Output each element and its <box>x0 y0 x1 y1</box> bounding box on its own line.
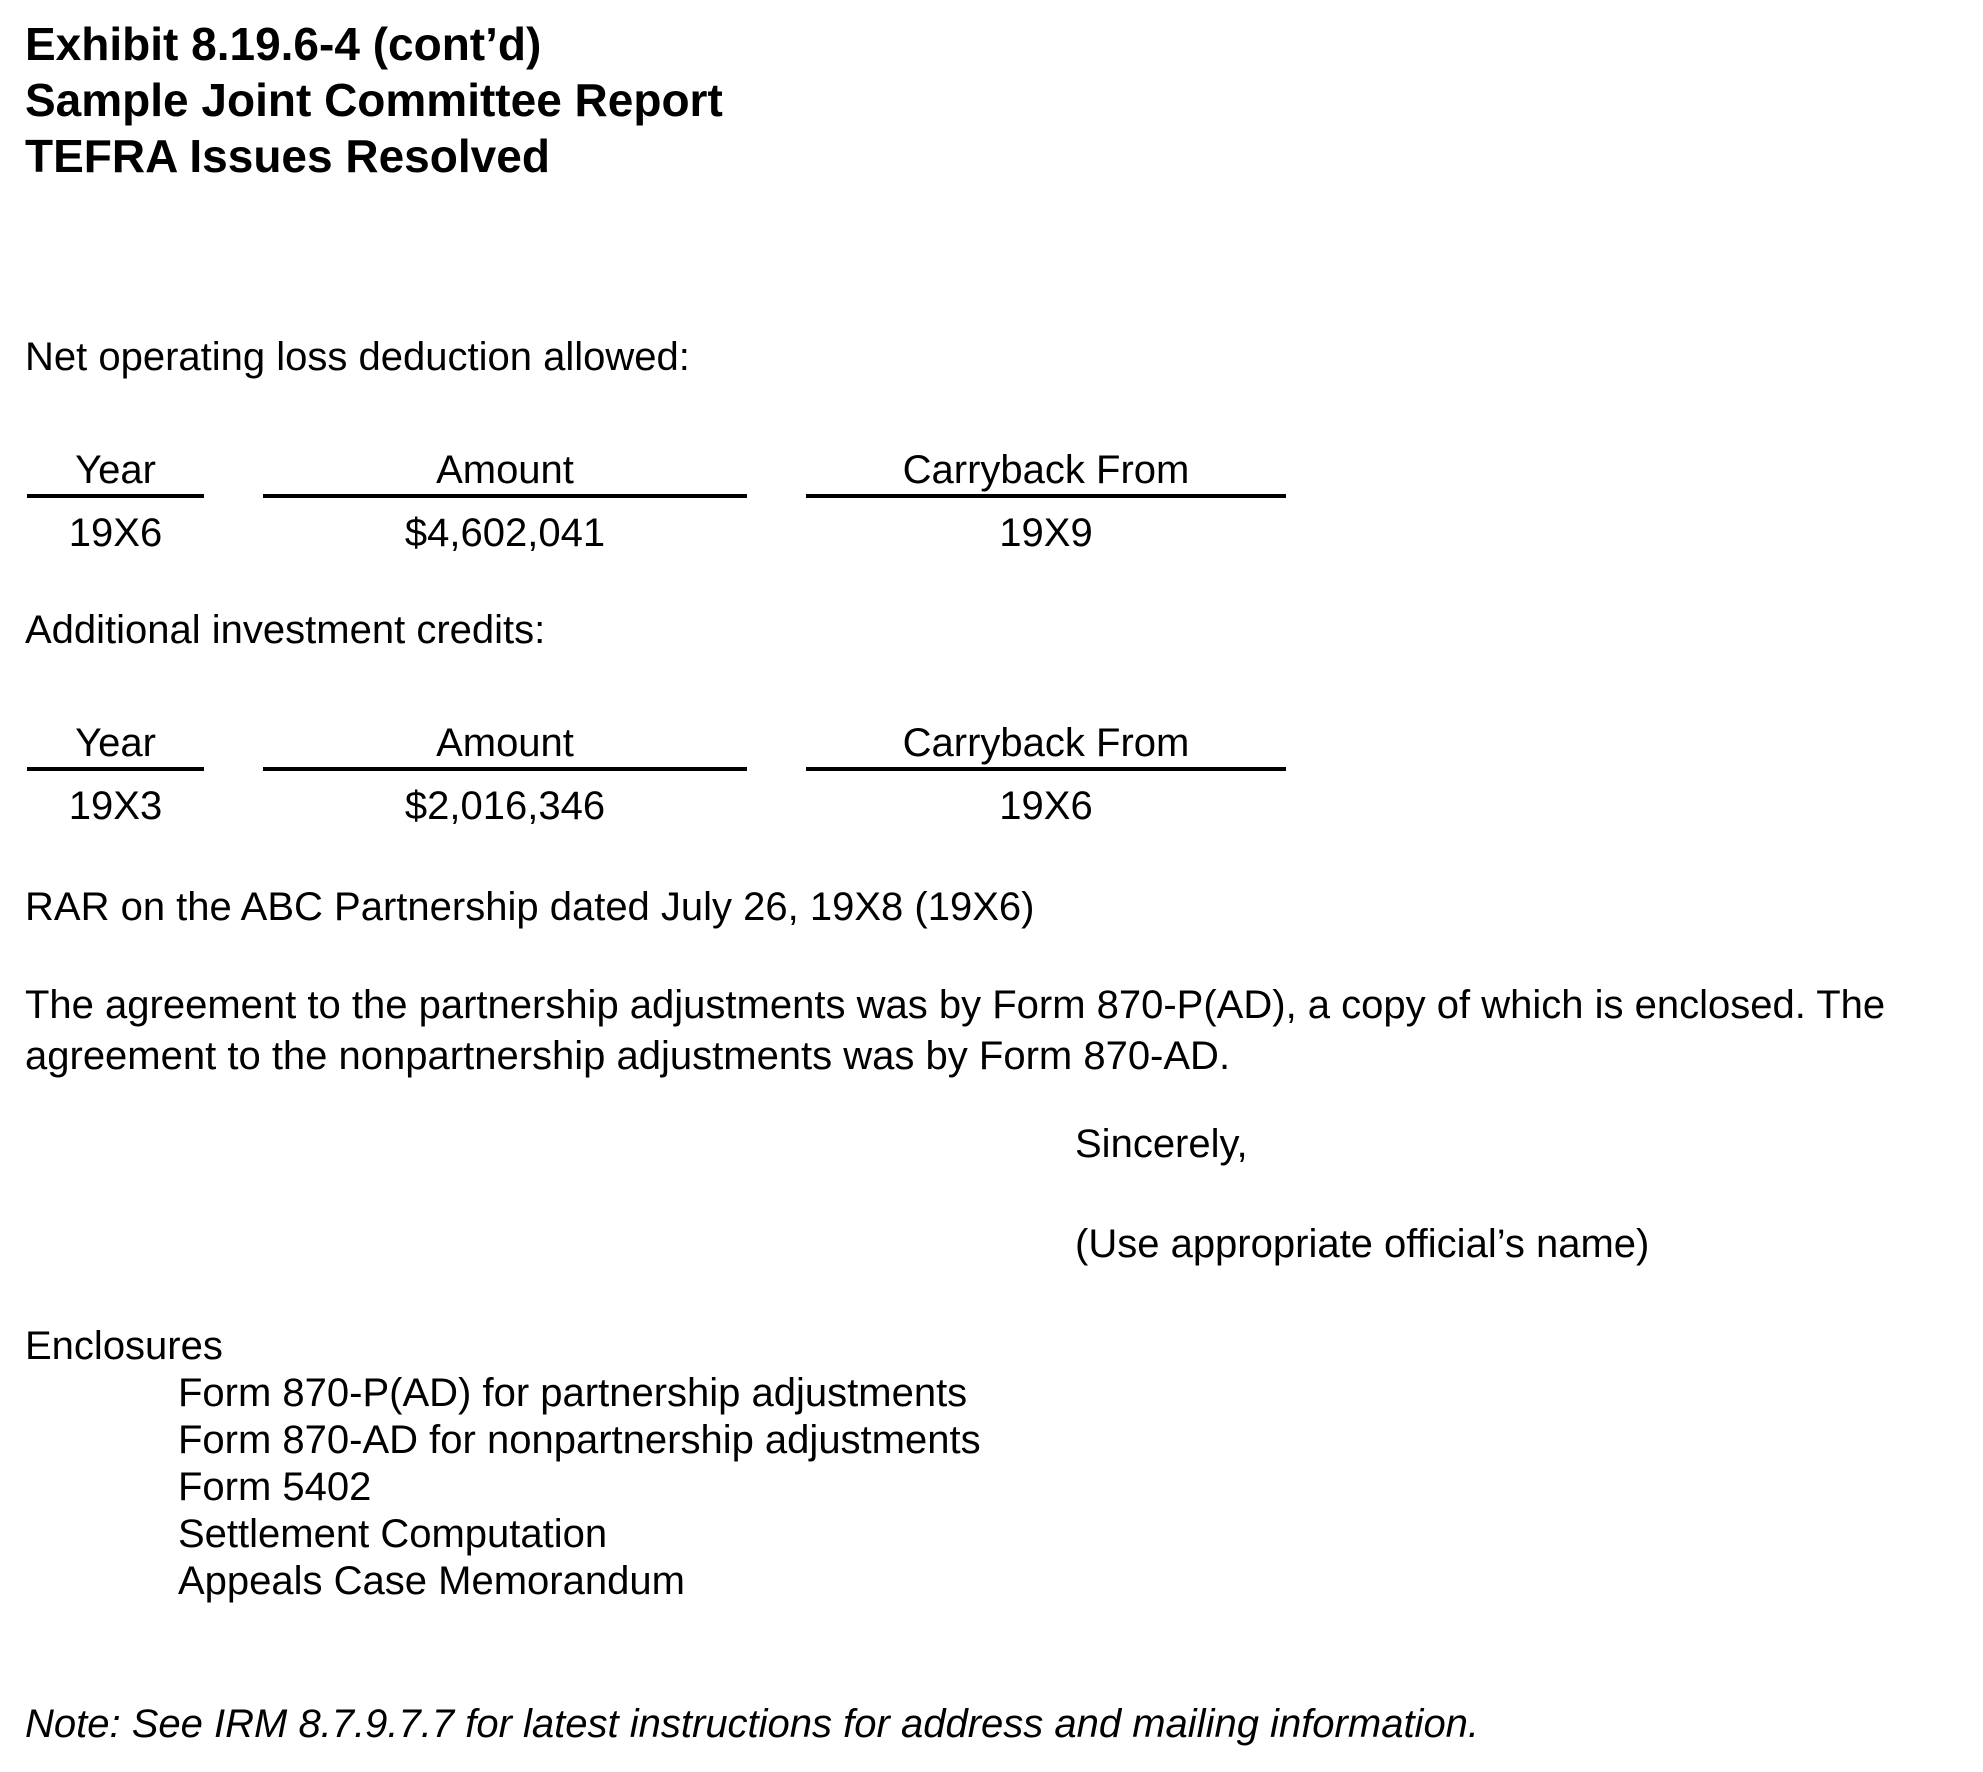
enclosures-list <box>25 1370 1963 1605</box>
nol-section-label: Net operating loss deduction allowed: <box>25 335 690 379</box>
irm-note: Note: See IRM 8.7.9.7.7 for latest instructions for address and mailing information. <box>25 1702 1480 1746</box>
agreement-paragraph: The agreement to the partnership adjustments was by Form 870-P(AD), a copy of which is enclosed. The agreement to the nonpartnership adjustments was by Form 870-AD. <box>25 983 1886 1078</box>
title-line-exhibit: Exhibit 8.19.6-4 (cont’d) <box>25 18 542 70</box>
enclosure-item-appeals-case-memorandum: Appeals Case Memorandum <box>178 1559 685 1603</box>
nol-header-amount: Amount <box>263 447 747 498</box>
credits-header-year: Year <box>27 720 204 771</box>
enclosures-label: Enclosures <box>25 1324 223 1368</box>
nol-value-amount: $4,602,041 <box>404 511 606 555</box>
credits-header-amount: Amount <box>263 720 747 771</box>
enclosure-item-form-5402: Form 5402 <box>178 1465 372 1509</box>
signer-placeholder: (Use appropriate official’s name) <box>1075 1222 1650 1266</box>
rar-statement: RAR on the ABC Partnership dated July 26, 19X8 (19X6) <box>25 885 1035 929</box>
enclosure-item-settlement-computation: Settlement Computation <box>178 1512 608 1556</box>
credits-table-header-row <box>27 720 1963 771</box>
salutation: Sincerely, <box>1075 1122 1248 1166</box>
enclosure-item-form-870-pad: Form 870-P(AD) for partnership adjustments <box>178 1371 968 1415</box>
credits-value-year: 19X3 <box>68 784 163 828</box>
nol-table <box>27 447 1963 557</box>
enclosure-item-form-870-ad: Form 870-AD for nonpartnership adjustments <box>178 1418 981 1462</box>
closing-block <box>1075 1121 1963 1268</box>
nol-header-year: Year <box>27 447 204 498</box>
nol-value-carryback-from: 19X9 <box>999 511 1093 555</box>
credits-section-label: Additional investment credits: <box>25 608 546 652</box>
nol-table-header-row <box>27 447 1963 498</box>
nol-header-carryback-from: Carryback From <box>806 447 1286 498</box>
credits-value-amount: $2,016,346 <box>404 784 606 828</box>
credits-table-row <box>27 783 1963 830</box>
credits-header-carryback-from: Carryback From <box>806 720 1286 771</box>
title-line-tefra: TEFRA Issues Resolved <box>25 130 550 182</box>
credits-table <box>27 720 1963 830</box>
title-line-report-name: Sample Joint Committee Report <box>25 74 723 126</box>
nol-table-row <box>27 510 1963 557</box>
credits-value-carryback-from: 19X6 <box>999 784 1093 828</box>
nol-value-year: 19X6 <box>68 511 163 555</box>
document-title <box>25 16 1963 184</box>
